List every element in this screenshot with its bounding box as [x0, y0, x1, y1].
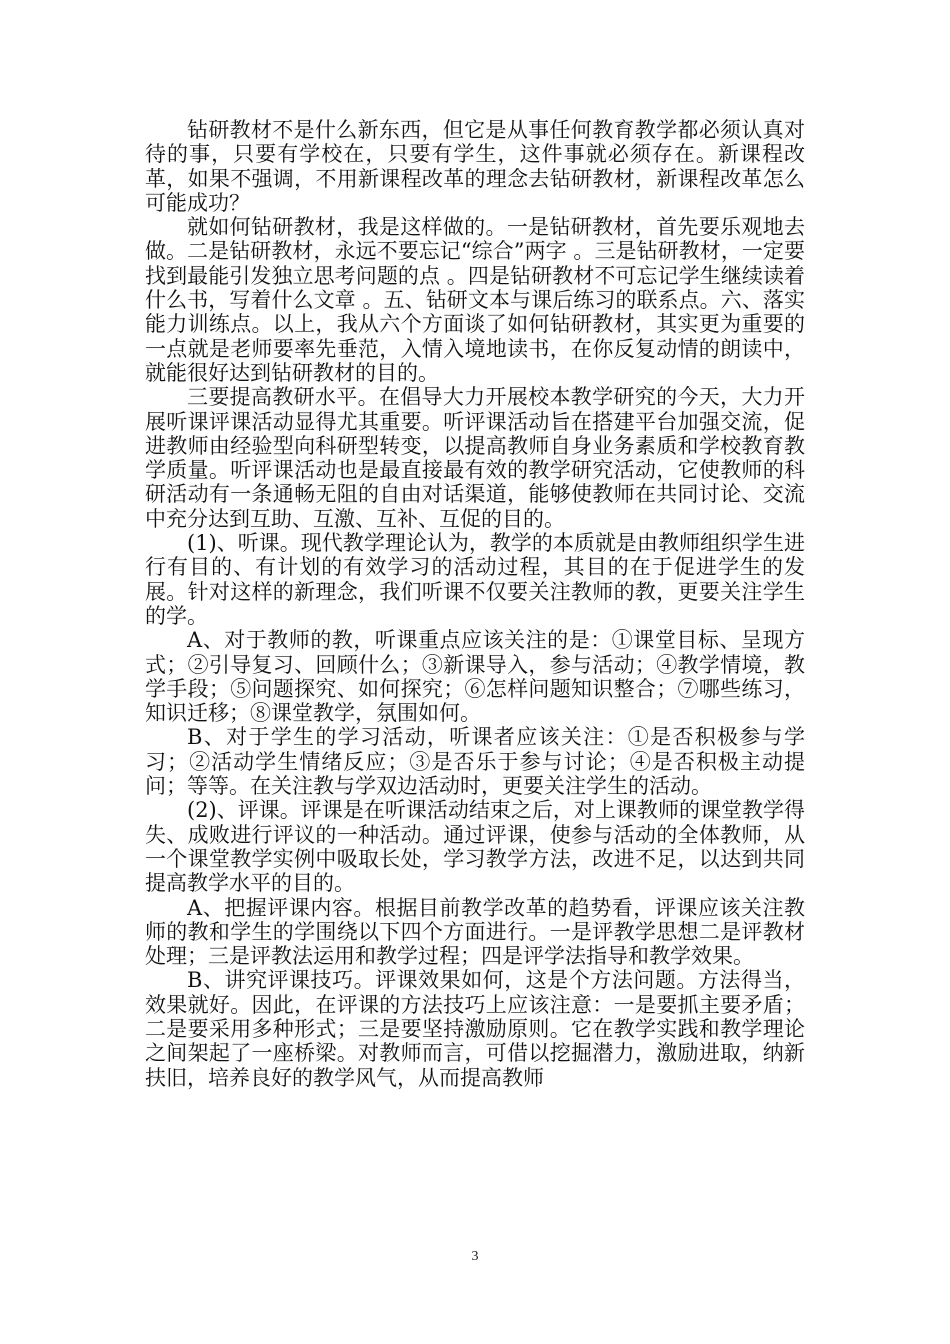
- paragraph-6: B、对于学生的学习活动，听课者应该关注：①是否积极参与学习；②活动学生情绪反应；③是否乐于参与讨论；④是否积极主动提问；等等。在关注教与学双边活动时，更要关注学生的活动。: [145, 725, 805, 799]
- paragraph-8: A、把握评课内容。根据目前教学改革的趋势看，评课应该关注教师的教和学生的学围绕以下四个方面进行。一是评教学思想二是评教材处理；三是评教法运用和教学过程；四是评学法指导和教学效果。: [145, 895, 805, 969]
- paragraph-5: A、对于教师的教，听课重点应该关注的是：①课堂目标、呈现方式；②引导复习、回顾什么；③新课导入，参与活动；④教学情境，教学手段；⑤问题探究、如何探究；⑥怎样问题知识整合；⑦哪些练习，知识迁移；⑧课堂教学，氛围如何。: [145, 628, 805, 726]
- page-number: 3: [471, 1249, 479, 1264]
- paragraph-7: (2)、评课。评课是在听课活动结束之后，对上课教师的课堂教学得失、成败进行评议的一种活动。通过评课，使参与活动的全体教师，从一个课堂教学实例中吸取长处，学习教学方法，改进不足，以达到共同提高教学水平的目的。: [145, 798, 805, 896]
- paragraph-3: 三要提高教研水平。在倡导大力开展校本教学研究的今天，大力开展听课评课活动显得尤其重要。听评课活动旨在搭建平台加强交流，促进教师由经验型向科研型转变，以提高教师自身业务素质和学校教育教学质量。听评课活动也是最直接最有效的教学研究活动，它使教师的科研活动有一条通畅无阻的自由对话渠道，能够使教师在共同讨论、交流中充分达到互助、互激、互补、互促的目的。: [145, 385, 805, 531]
- paragraph-9: B、讲究评课技巧。评课效果如何，这是个方法问题。方法得当，效果就好。因此，在评课的方法技巧上应该注意：一是要抓主要矛盾；二是要采用多种形式；三是要坚持激励原则。它在教学实践和教学理论之间架起了一座桥梁。对教师而言，可借以挖掘潜力，激励进取，纳新扶旧，培养良好的教学风气，从而提高教师: [145, 968, 805, 1090]
- paragraph-2: 就如何钻研教材，我是这样做的。一是钻研教材，首先要乐观地去做。二是钻研教材，永远不要忘记“综合”两字 。三是钻研教材，一定要找到最能引发独立思考问题的点 。四是钻研教材不可忘记学生继续读着什么书，写着什么文章 。五、钻研文本与课后练习的联系点。六、落实能力训练点。以上，我从六个方面谈了如何钻研教材，其实更为重要的一点就是老师要率先垂范，入情入境地读书，在你反复动情的朗读中，就能很好达到钻研教材的目的。: [145, 215, 805, 385]
- paragraph-4: (1)、听课。现代教学理论认为，教学的本质就是由教师组织学生进行有目的、有计划的有效学习的活动过程，其目的在于促进学生的发展。针对这样的新理念，我们听课不仅要关注教师的教，更要关注学生的学。: [145, 531, 805, 628]
- paragraph-1: 钻研教材不是什么新东西，但它是从事任何教育教学都必须认真对待的事，只要有学校在，只要有学生，这件事就必须存在。新课程改革，如果不强调，不用新课程改革的理念去钻研教材，新课程改革怎么可能成功？: [145, 118, 805, 215]
- document-body: [145, 118, 805, 1090]
